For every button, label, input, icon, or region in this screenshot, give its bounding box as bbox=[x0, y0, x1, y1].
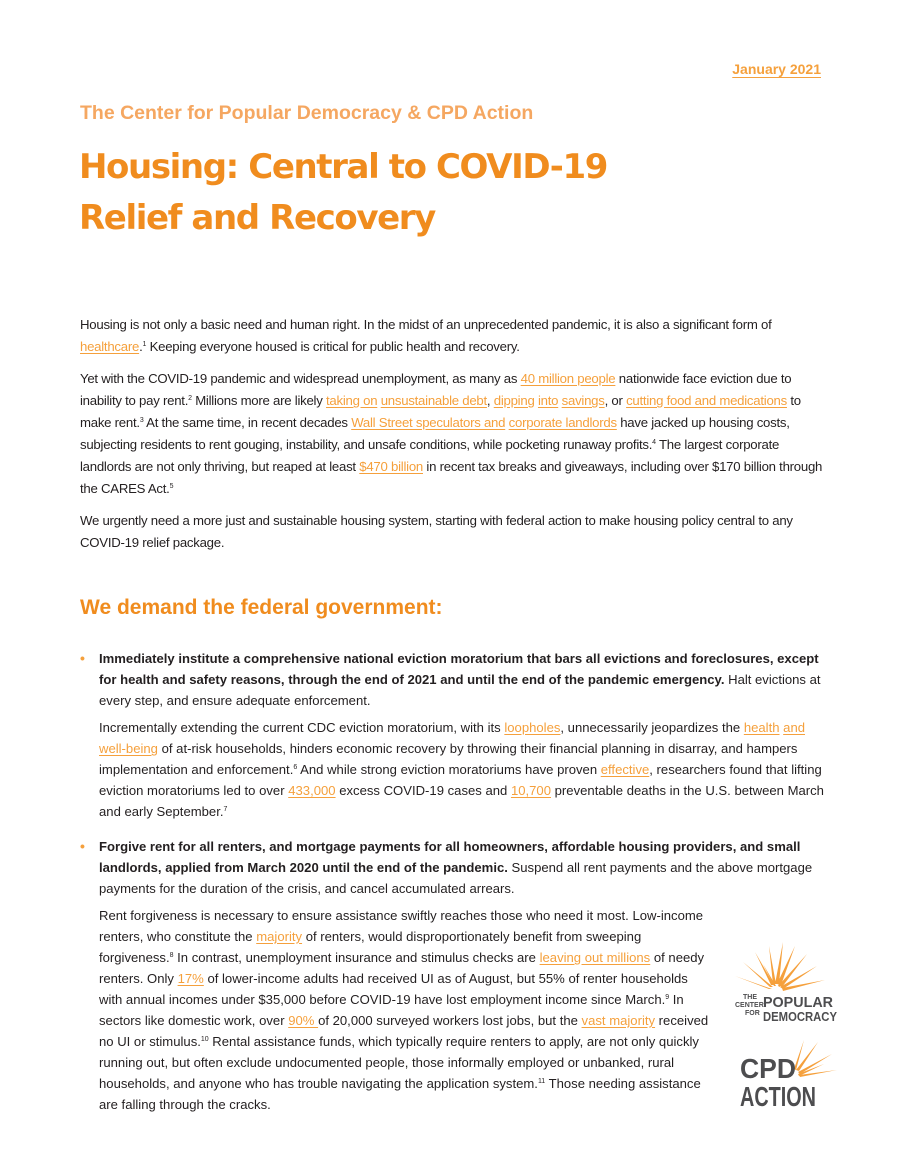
footnote-ref: 7 bbox=[223, 806, 228, 813]
intro-paragraph-2: Yet with the COVID-19 pandemic and widespread unemployment, as many as 40 million people nationwide face eviction due to inability to pay rent.$^2$ Millions more are likely taking on unsustainable debt, dipping into savings, or cutting food and medications to make rent.$^3$ At the same time, in recent decades Wall Street speculators and corporate landlords have jacked up housing costs, subjecting residents to rent gouging, instability, and unsafe conditions, while pocketing runaway profits.$^4$ The largest corporate landlords are not only thriving, but reaped at least $470 billion in recent tax breaks and giveaways, including over $170 billion through the CARES Act.$^5$ bbox=[80, 371, 823, 496]
demand-2-detail: Rent forgiveness is necessary to ensure assistance swiftly reaches those who need it most. Low-income renters, who constitute the majority of renters, would disproportionately benefit from sweeping forgiveness.$^8$ In contrast, unemployment insurance and stimulus checks are leaving out millions of needy renters. Only 17% of lower-income adults had received UI as of August, but 55% of renter households with annual incomes under $35,000 before COVID-19 have lost employment income since March.$^9$ In sectors like domestic work, over 90% of 20,000 surveyed workers lost jobs, but the vast majority received no UI or stimulus.$^{10}$ Rental assistance funds, which typically require renters to apply, are not only quickly running out, but often exclude undocumented people, those informally employed or unbanked, rural households, and anyone who has trouble navigating the application system.$^{11}$ Those needing assistance are falling through the cracks. bbox=[99, 908, 709, 1112]
footnote-ref: 3 bbox=[139, 417, 144, 424]
intro-paragraph-1: Housing is not only a basic need and human right. In the midst of an unprecedented pandemic, it is also a significant form of healthcare.$^1$ Keeping everyone housed is critical for public health and recovery. bbox=[80, 317, 772, 354]
logo-text-popular: POPULAR bbox=[763, 994, 834, 1011]
demands-list bbox=[80, 648, 825, 1129]
link-cutting-food[interactable]: cutting food and medications bbox=[626, 393, 787, 408]
link-470-billion[interactable]: $470 billion bbox=[359, 459, 423, 474]
link-into[interactable]: into bbox=[537, 393, 559, 408]
link-wall-street[interactable]: Wall Street speculators and bbox=[351, 415, 506, 430]
logo-text-the: THE bbox=[743, 994, 757, 1001]
demand-2-summary: Forgive rent for all renters, and mortgage payments for all homeowners, affordable housing providers, and small landlords, applied from March 2020 until the end of the pandemic. Suspend all rent payments and the above mortgage payments for the duration of the crisis, and cancel accumulated arrears. bbox=[99, 839, 813, 896]
link-healthcare[interactable]: healthcare bbox=[80, 339, 140, 354]
footnote-ref: 6 bbox=[293, 764, 298, 771]
footnote-ref: 10 bbox=[200, 1036, 209, 1043]
link-unsustainable-debt[interactable]: unsustainable debt bbox=[380, 393, 487, 408]
logo-text-democracy: DEMOCRACY bbox=[763, 1009, 838, 1024]
link-40-million-people[interactable]: 40 million people bbox=[520, 371, 616, 386]
logo-text-for: FOR bbox=[745, 1010, 760, 1017]
demand-1-summary: Immediately institute a comprehensive national eviction moratorium that bars all evictions and foreclosures, except for health and safety reasons, through the end of 2021 and until the end of the pandemic emergency. Halt evictions at every step, and ensure adequate enforcement. bbox=[99, 651, 821, 708]
title-line-2: Relief and Recovery bbox=[79, 198, 435, 238]
footnote-ref: 1 bbox=[142, 341, 147, 348]
logo-text-center: CENTER bbox=[735, 1002, 764, 1009]
bullet-icon: • bbox=[80, 838, 85, 854]
link-vast-majority[interactable]: vast majority bbox=[581, 1013, 656, 1028]
footnote-ref: 9 bbox=[665, 994, 670, 1001]
list-item bbox=[80, 836, 825, 1115]
title-line-1: Housing: Central to COVID-19 bbox=[79, 147, 607, 187]
link-90-percent[interactable]: 90% bbox=[288, 1013, 319, 1028]
organization-name: The Center for Popular Democracy & CPD Action bbox=[80, 102, 534, 124]
link-savings[interactable]: savings bbox=[561, 393, 605, 408]
cpd-logo bbox=[733, 940, 838, 1030]
sunburst-icon bbox=[794, 1040, 837, 1077]
footnote-ref: 11 bbox=[537, 1078, 546, 1085]
footnote-ref: 8 bbox=[169, 952, 174, 959]
footnote-ref: 5 bbox=[169, 483, 174, 490]
logo-text-action: ACTION bbox=[740, 1081, 816, 1112]
cpd-action-logo bbox=[738, 1040, 838, 1110]
page-title bbox=[79, 142, 779, 244]
link-leaving-out-millions[interactable]: leaving out millions bbox=[539, 950, 651, 965]
footnote-ref: 2 bbox=[188, 395, 192, 402]
link-taking-on[interactable]: taking on bbox=[326, 393, 378, 408]
intro-section bbox=[80, 314, 825, 564]
demand-heading: We demand the federal government: bbox=[80, 596, 443, 619]
sunburst-icon bbox=[735, 942, 825, 991]
link-majority[interactable]: majority bbox=[256, 929, 303, 944]
link-well-being[interactable]: and well-being bbox=[99, 720, 806, 756]
link-433000[interactable]: 433,000 bbox=[288, 783, 336, 798]
link-loopholes[interactable]: loopholes bbox=[504, 720, 561, 735]
bullet-icon: • bbox=[80, 650, 85, 666]
logo-text-cpd: CPD bbox=[740, 1053, 796, 1084]
link-17-percent[interactable]: 17% bbox=[177, 971, 204, 986]
link-health[interactable]: health bbox=[743, 720, 780, 735]
list-item bbox=[80, 648, 825, 822]
link-corporate-landlords[interactable]: corporate landlords bbox=[508, 415, 617, 430]
link-10700[interactable]: 10,700 bbox=[510, 783, 552, 798]
link-dipping[interactable]: dipping bbox=[493, 393, 535, 408]
date-label: January 2021 bbox=[732, 61, 821, 77]
intro-paragraph-3: We urgently need a more just and sustainable housing system, starting with federal action to make housing policy central to any COVID-19 relief package. bbox=[80, 513, 793, 550]
demand-1-detail: Incrementally extending the current CDC eviction moratorium, with its loopholes, unnecessarily jeopardizes the health and well-being of at-risk households, hinders economic recovery by throwing their financial planning in disarray, and hampers implementation and enforcement.$^6$ And while strong eviction moratoriums have proven effective, researchers found that lifting eviction moratoriums led to over 433,000 excess COVID-19 cases and 10,700 preventable deaths in the U.S. between March and early September.$^7$ bbox=[99, 720, 824, 819]
link-effective[interactable]: effective bbox=[600, 762, 650, 777]
footnote-ref: 4 bbox=[652, 439, 656, 446]
